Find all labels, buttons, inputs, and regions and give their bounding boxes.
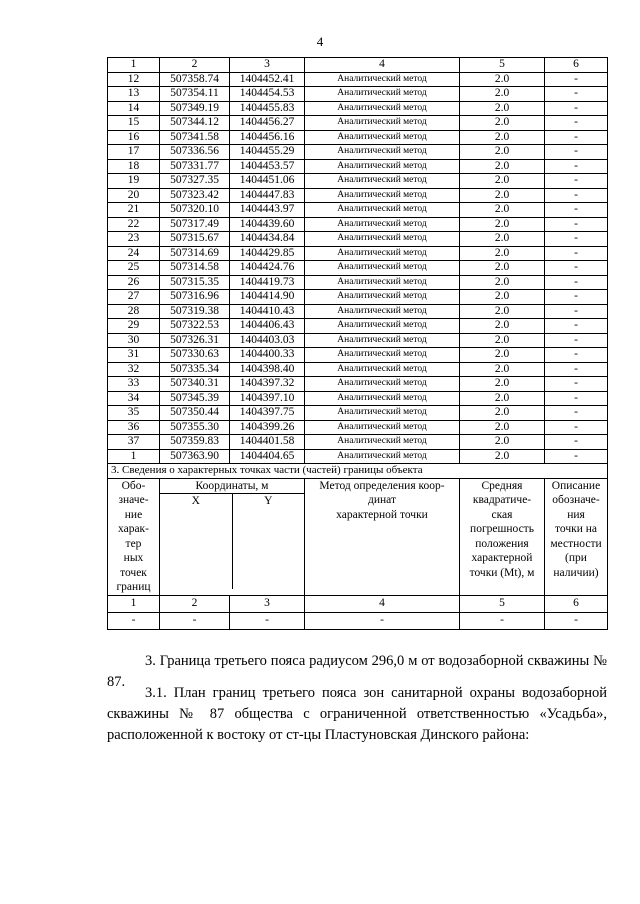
- paragraph-plan-third-zone: 3.1. План границ третьего пояса зон санитарной охраны водозаборной скважины № 87 общества с ограниченной ответственностью «Усадьба», расположенной к востоку от ст-цы Пластуновская Динского района:: [107, 685, 607, 743]
- description: -: [545, 449, 608, 464]
- coord-x: 507340.31: [160, 377, 230, 392]
- point-number: 15: [108, 116, 160, 131]
- accuracy: 2.0: [460, 116, 545, 131]
- accuracy: 2.0: [460, 304, 545, 319]
- table-row: [108, 246, 608, 261]
- header-x: X: [160, 494, 233, 589]
- coord-y: 1404451.06: [230, 174, 305, 189]
- method: Аналитический метод: [305, 217, 460, 232]
- table-row: [108, 217, 608, 232]
- section-3-title: 3. Сведения о характерных точках части (частей) границы объекта: [108, 464, 608, 479]
- coord-x: 507349.19: [160, 101, 230, 116]
- description: -: [545, 304, 608, 319]
- table-row: [108, 406, 608, 421]
- method: Аналитический метод: [305, 72, 460, 87]
- col-number: 4: [305, 58, 460, 73]
- coord-x: 507315.35: [160, 275, 230, 290]
- coord-y: 1404429.85: [230, 246, 305, 261]
- table-row: [108, 116, 608, 131]
- description: -: [545, 275, 608, 290]
- table-row: [108, 319, 608, 334]
- description: -: [545, 203, 608, 218]
- coord-y: 1404447.83: [230, 188, 305, 203]
- table-row: [108, 391, 608, 406]
- point-number: 37: [108, 435, 160, 450]
- point-number: 21: [108, 203, 160, 218]
- description: -: [545, 232, 608, 247]
- accuracy: 2.0: [460, 435, 545, 450]
- coord-x: 507331.77: [160, 159, 230, 174]
- col-number: 3: [230, 58, 305, 73]
- accuracy: 2.0: [460, 377, 545, 392]
- coord-y: 1404410.43: [230, 304, 305, 319]
- section-3-empty-cell: -: [305, 612, 460, 629]
- method: Аналитический метод: [305, 203, 460, 218]
- section-3-title-row: [108, 464, 608, 479]
- coord-x: 507344.12: [160, 116, 230, 131]
- accuracy: 2.0: [460, 101, 545, 116]
- method: Аналитический метод: [305, 391, 460, 406]
- table-row: [108, 174, 608, 189]
- section-3-col-number: 2: [160, 595, 230, 612]
- method: Аналитический метод: [305, 261, 460, 276]
- method: Аналитический метод: [305, 377, 460, 392]
- accuracy: 2.0: [460, 333, 545, 348]
- coord-y: 1404439.60: [230, 217, 305, 232]
- coordinates-table: [107, 57, 608, 630]
- table-row: [108, 362, 608, 377]
- accuracy: 2.0: [460, 391, 545, 406]
- col-number: 2: [160, 58, 230, 73]
- point-number: 27: [108, 290, 160, 305]
- col-number: 1: [108, 58, 160, 73]
- header-coordinates-label: Координаты, м: [160, 479, 304, 495]
- header-method: Метод определения коор- динат характерной точки: [305, 478, 460, 595]
- coord-x: 507314.58: [160, 261, 230, 276]
- table-row: [108, 261, 608, 276]
- description: -: [545, 348, 608, 363]
- coord-x: 507320.10: [160, 203, 230, 218]
- accuracy: 2.0: [460, 449, 545, 464]
- table-row: [108, 275, 608, 290]
- coord-x: 507315.67: [160, 232, 230, 247]
- description: -: [545, 391, 608, 406]
- header-y: Y: [264, 495, 273, 507]
- point-number: 17: [108, 145, 160, 160]
- method: Аналитический метод: [305, 304, 460, 319]
- coord-y: 1404455.29: [230, 145, 305, 160]
- coord-y: 1404397.32: [230, 377, 305, 392]
- accuracy: 2.0: [460, 159, 545, 174]
- description: -: [545, 72, 608, 87]
- section-3-empty-cell: -: [545, 612, 608, 629]
- description: -: [545, 261, 608, 276]
- section-3-header-row: [108, 478, 608, 595]
- point-number: 30: [108, 333, 160, 348]
- paragraph-border-third-zone: 3. Граница третьего пояса радиусом 296,0 м от водозаборной скважины № 87.: [107, 653, 607, 690]
- point-number: 22: [108, 217, 160, 232]
- coord-x: 507350.44: [160, 406, 230, 421]
- coord-y: 1404456.27: [230, 116, 305, 131]
- section-3-col-number: 5: [460, 595, 545, 612]
- point-number: 31: [108, 348, 160, 363]
- coord-y: 1404397.10: [230, 391, 305, 406]
- description: -: [545, 319, 608, 334]
- coord-x: 507322.53: [160, 319, 230, 334]
- coord-x: 507323.42: [160, 188, 230, 203]
- table-row: [108, 188, 608, 203]
- header-description: Описание обозначе- ния точки на местности (при наличии): [545, 478, 608, 595]
- point-number: 14: [108, 101, 160, 116]
- table-row: [108, 203, 608, 218]
- section-3-col-number: 6: [545, 595, 608, 612]
- col-number: 6: [545, 58, 608, 73]
- method: Аналитический метод: [305, 319, 460, 334]
- method: Аналитический метод: [305, 449, 460, 464]
- method: Аналитический метод: [305, 420, 460, 435]
- coord-y: 1404400.33: [230, 348, 305, 363]
- coord-x: 507319.38: [160, 304, 230, 319]
- point-number: 23: [108, 232, 160, 247]
- accuracy: 2.0: [460, 87, 545, 102]
- method: Аналитический метод: [305, 101, 460, 116]
- point-number: 34: [108, 391, 160, 406]
- coord-x: 507341.58: [160, 130, 230, 145]
- method: Аналитический метод: [305, 348, 460, 363]
- accuracy: 2.0: [460, 232, 545, 247]
- coord-x: 507359.83: [160, 435, 230, 450]
- coord-x: 507335.34: [160, 362, 230, 377]
- coord-x: 507363.90: [160, 449, 230, 464]
- description: -: [545, 362, 608, 377]
- method: Аналитический метод: [305, 290, 460, 305]
- accuracy: 2.0: [460, 290, 545, 305]
- coord-y: 1404453.57: [230, 159, 305, 174]
- coord-y: 1404455.83: [230, 101, 305, 116]
- description: -: [545, 188, 608, 203]
- accuracy: 2.0: [460, 203, 545, 218]
- point-number: 33: [108, 377, 160, 392]
- description: -: [545, 130, 608, 145]
- coord-x: 507314.69: [160, 246, 230, 261]
- coord-y: 1404399.26: [230, 420, 305, 435]
- table-row: [108, 159, 608, 174]
- coord-x: 507358.74: [160, 72, 230, 87]
- accuracy: 2.0: [460, 130, 545, 145]
- table-row: [108, 101, 608, 116]
- accuracy: 2.0: [460, 420, 545, 435]
- point-number: 18: [108, 159, 160, 174]
- accuracy: 2.0: [460, 275, 545, 290]
- table-row: [108, 333, 608, 348]
- section-3-empty-cell: -: [460, 612, 545, 629]
- accuracy: 2.0: [460, 174, 545, 189]
- header-coordinates: [160, 478, 305, 595]
- method: Аналитический метод: [305, 333, 460, 348]
- accuracy: 2.0: [460, 145, 545, 160]
- table-row: [108, 377, 608, 392]
- point-number: 35: [108, 406, 160, 421]
- coord-x: 507326.31: [160, 333, 230, 348]
- coord-y: 1404443.97: [230, 203, 305, 218]
- description: -: [545, 406, 608, 421]
- accuracy: 2.0: [460, 348, 545, 363]
- accuracy: 2.0: [460, 72, 545, 87]
- accuracy: 2.0: [460, 246, 545, 261]
- coord-y: 1404397.75: [230, 406, 305, 421]
- header-point-designation: Обо- значе- ние харак- тер ных точек границ: [108, 478, 160, 595]
- table-row: [108, 232, 608, 247]
- coord-y: 1404404.65: [230, 449, 305, 464]
- section-3-number-row: [108, 595, 608, 612]
- point-number: 28: [108, 304, 160, 319]
- table-row: [108, 348, 608, 363]
- accuracy: 2.0: [460, 217, 545, 232]
- section-3-empty-row: [108, 612, 608, 629]
- coord-x: 507327.35: [160, 174, 230, 189]
- method: Аналитический метод: [305, 275, 460, 290]
- col-number: 5: [460, 58, 545, 73]
- coord-x: 507354.11: [160, 87, 230, 102]
- coord-y: 1404424.76: [230, 261, 305, 276]
- coord-y: 1404401.58: [230, 435, 305, 450]
- accuracy: 2.0: [460, 188, 545, 203]
- coord-y: 1404419.73: [230, 275, 305, 290]
- table-row: [108, 449, 608, 464]
- table-row: [108, 130, 608, 145]
- coord-x: 507345.39: [160, 391, 230, 406]
- method: Аналитический метод: [305, 130, 460, 145]
- point-number: 12: [108, 72, 160, 87]
- point-number: 13: [108, 87, 160, 102]
- coord-y: 1404403.03: [230, 333, 305, 348]
- description: -: [545, 420, 608, 435]
- section-3-empty-cell: -: [160, 612, 230, 629]
- coord-x: 507317.49: [160, 217, 230, 232]
- method: Аналитический метод: [305, 159, 460, 174]
- accuracy: 2.0: [460, 261, 545, 276]
- description: -: [545, 290, 608, 305]
- accuracy: 2.0: [460, 362, 545, 377]
- method: Аналитический метод: [305, 246, 460, 261]
- description: -: [545, 145, 608, 160]
- table-row: [108, 72, 608, 87]
- point-number: 36: [108, 420, 160, 435]
- coord-x: 507355.30: [160, 420, 230, 435]
- point-number: 16: [108, 130, 160, 145]
- point-number: 32: [108, 362, 160, 377]
- column-number-row: [108, 58, 608, 73]
- point-number: 26: [108, 275, 160, 290]
- method: Аналитический метод: [305, 174, 460, 189]
- method: Аналитический метод: [305, 362, 460, 377]
- table-row: [108, 435, 608, 450]
- coord-y: 1404434.84: [230, 232, 305, 247]
- description: -: [545, 101, 608, 116]
- table-row: [108, 87, 608, 102]
- point-number: 20: [108, 188, 160, 203]
- coord-x: 507336.56: [160, 145, 230, 160]
- description: -: [545, 333, 608, 348]
- method: Аналитический метод: [305, 145, 460, 160]
- description: -: [545, 174, 608, 189]
- description: -: [545, 159, 608, 174]
- method: Аналитический метод: [305, 116, 460, 131]
- accuracy: 2.0: [460, 319, 545, 334]
- section-3-empty-cell: -: [108, 612, 160, 629]
- page-number: 4: [316, 34, 324, 49]
- description: -: [545, 246, 608, 261]
- table-row: [108, 145, 608, 160]
- point-number: 24: [108, 246, 160, 261]
- section-3-empty-cell: -: [230, 612, 305, 629]
- table-row: [108, 304, 608, 319]
- coord-y: 1404452.41: [230, 72, 305, 87]
- coord-y: 1404456.16: [230, 130, 305, 145]
- table-row: [108, 420, 608, 435]
- coord-y: 1404414.90: [230, 290, 305, 305]
- point-number: 29: [108, 319, 160, 334]
- section-3-col-number: 3: [230, 595, 305, 612]
- table-row: [108, 290, 608, 305]
- description: -: [545, 87, 608, 102]
- method: Аналитический метод: [305, 87, 460, 102]
- method: Аналитический метод: [305, 188, 460, 203]
- coord-x: 507316.96: [160, 290, 230, 305]
- description: -: [545, 116, 608, 131]
- section-3-col-number: 1: [108, 595, 160, 612]
- point-number: 25: [108, 261, 160, 276]
- coord-y: 1404454.53: [230, 87, 305, 102]
- point-number: 1: [108, 449, 160, 464]
- point-number: 19: [108, 174, 160, 189]
- coord-y: 1404406.43: [230, 319, 305, 334]
- coord-y: 1404398.40: [230, 362, 305, 377]
- description: -: [545, 377, 608, 392]
- method: Аналитический метод: [305, 406, 460, 421]
- section-3-col-number: 4: [305, 595, 460, 612]
- description: -: [545, 435, 608, 450]
- header-accuracy: Средняя квадратиче- ская погрешность положения характерной точки (Mt), м: [460, 478, 545, 595]
- method: Аналитический метод: [305, 232, 460, 247]
- method: Аналитический метод: [305, 435, 460, 450]
- description: -: [545, 217, 608, 232]
- accuracy: 2.0: [460, 406, 545, 421]
- coord-x: 507330.63: [160, 348, 230, 363]
